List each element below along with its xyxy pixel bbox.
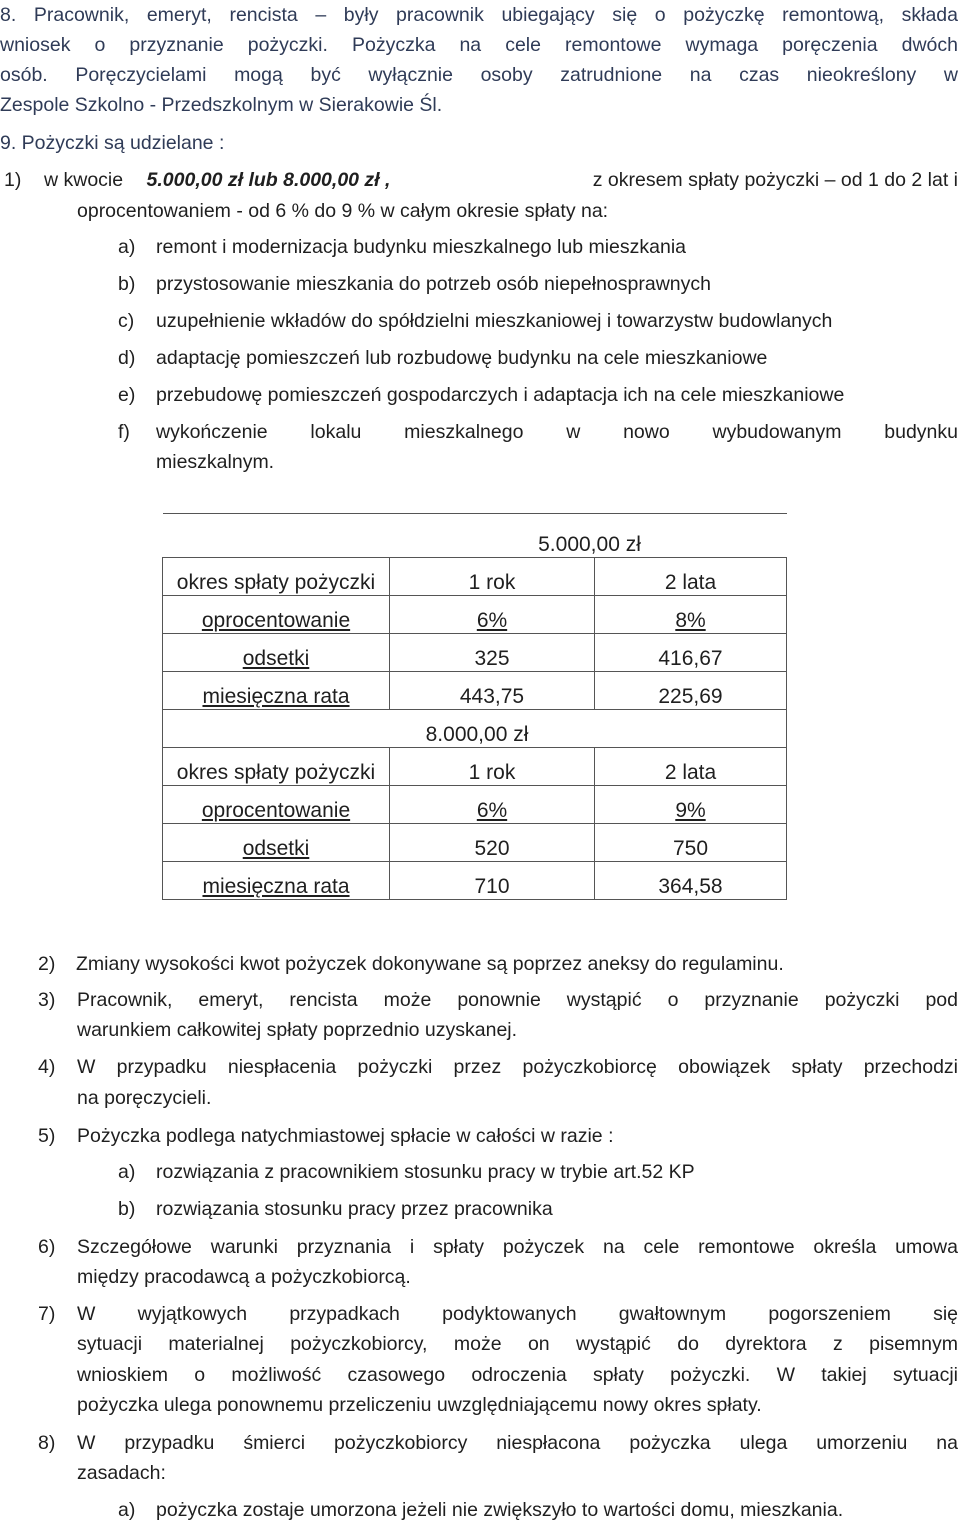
point-text: Zmiany wysokości kwot pożyczek dokonywane są poprzez aneksy do regulaminu. bbox=[76, 953, 784, 975]
point-4-line-2: na poręczycieli. bbox=[77, 1087, 212, 1109]
point-5-line-1: Pożyczka podlega natychmiastowej spłacie w całości w razie : bbox=[77, 1125, 614, 1147]
list-item-continuation: mieszkalnym. bbox=[156, 451, 275, 473]
table-row-label: miesięczna rata bbox=[163, 862, 390, 900]
list-item-text: uzupełnienie wkładów do spółdzielni mieszkaniowej i towarzystw budowlanych bbox=[156, 310, 833, 332]
point-2 bbox=[38, 949, 784, 979]
point-7-line-1: W wyjątkowych przypadkach podyktowanych gwałtownym pogorszeniem się bbox=[77, 1303, 958, 1325]
point-number: 2) bbox=[38, 953, 56, 975]
list-item-letter: b) bbox=[118, 273, 136, 295]
point-4-number: 4) bbox=[38, 1056, 56, 1078]
table-row-label: oprocentowanie bbox=[163, 786, 390, 824]
table-row bbox=[163, 558, 787, 596]
point-1-pre: w kwocie bbox=[44, 169, 124, 191]
table-cell: 2 lata bbox=[595, 748, 787, 786]
list-item-text: remont i modernizacja budynku mieszkalnego lub mieszkania bbox=[156, 236, 687, 258]
table-cell: 416,67 bbox=[595, 634, 787, 672]
point-7-number: 7) bbox=[38, 1303, 56, 1325]
table-cell: 443,75 bbox=[390, 672, 595, 710]
table-cell: 225,69 bbox=[595, 672, 787, 710]
table-row-label: oprocentowanie bbox=[163, 596, 390, 634]
list-item bbox=[118, 1194, 553, 1224]
section-9-heading: 9. Pożyczki są udzielane : bbox=[0, 132, 225, 154]
point-7-line-3: wnioskiem o możliwość czasowego odroczenia spłaty pożyczki. W takiej sytuacji bbox=[77, 1364, 958, 1386]
point-8-number: 8) bbox=[38, 1432, 56, 1454]
table-row bbox=[163, 862, 787, 900]
table-row-label: odsetki bbox=[163, 634, 390, 672]
intro-line-4: Zespole Szkolno - Przedszkolnym w Sierakowie Śl. bbox=[0, 94, 443, 116]
point-5-number: 5) bbox=[38, 1125, 56, 1147]
point-1-rest: z okresem spłaty pożyczki – od 1 do 2 lat i bbox=[592, 169, 958, 191]
intro-line-2: wniosek o przyznanie pożyczki. Pożyczka na cele remontowe wymaga poręczenia dwóch bbox=[0, 34, 958, 56]
list-item-text: pożyczka zostaje umorzona jeżeli nie zwiększyło to wartości domu, mieszkania. bbox=[156, 1499, 844, 1521]
table-cell: 2 lata bbox=[595, 558, 787, 596]
list-item-text: rozwiązania z pracownikiem stosunku pracy w trybie art.52 KP bbox=[156, 1161, 695, 1183]
point-7-line-4: pożyczka ulega ponownemu przeliczeniu uwzględniającemu nowy okres spłaty. bbox=[77, 1394, 762, 1416]
table-cell: 9% bbox=[595, 786, 787, 824]
table-row-label: okres spłaty pożyczki bbox=[163, 748, 390, 786]
list-item-letter: a) bbox=[118, 1161, 136, 1183]
point-6-line-1: Szczegółowe warunki przyznania i spłaty pożyczek na cele remontowe określa umowa bbox=[77, 1236, 958, 1258]
table-cell: 1 rok bbox=[390, 748, 595, 786]
list-item-text: wykończenie lokalu mieszkalnego w nowo wybudowanym budynku bbox=[156, 421, 958, 443]
list-item bbox=[118, 1157, 695, 1187]
table-cell: 325 bbox=[390, 634, 595, 672]
point-1-line-2: oprocentowaniem - od 6 % do 9 % w całym okresie spłaty na: bbox=[77, 200, 609, 222]
table-cell: 364,58 bbox=[595, 862, 787, 900]
intro-line-1: 8. Pracownik, emeryt, rencista – były pracownik ubiegający się o pożyczkę remontową, składa bbox=[0, 4, 958, 26]
point-1-line-1 bbox=[0, 165, 958, 195]
table-row bbox=[163, 672, 787, 710]
table-amount: 5.000,00 zł bbox=[163, 514, 787, 558]
list-item bbox=[118, 306, 832, 336]
point-1-amounts: 5.000,00 zł lub 8.000,00 zł , bbox=[146, 169, 391, 191]
table-cell: 8% bbox=[595, 596, 787, 634]
table-row bbox=[163, 786, 787, 824]
table-row-label: odsetki bbox=[163, 824, 390, 862]
list-item bbox=[118, 343, 767, 373]
list-item-letter: a) bbox=[118, 236, 136, 258]
table-cell: 6% bbox=[390, 596, 595, 634]
list-item bbox=[118, 380, 844, 410]
table-row bbox=[163, 634, 787, 672]
list-item-text: przebudowę pomieszczeń gospodarczych i adaptacja ich na cele mieszkaniowe bbox=[156, 384, 845, 406]
point-3-number: 3) bbox=[38, 989, 56, 1011]
point-6-number: 6) bbox=[38, 1236, 56, 1258]
point-8-line-1: W przypadku śmierci pożyczkobiorcy niespłacona pożyczka ulega umorzeniu na bbox=[77, 1432, 958, 1454]
point-7-line-2: sytuacji materialnej pożyczkobiorcy, może on wystąpić do dyrektora z pisemnym bbox=[77, 1333, 958, 1355]
list-item-letter: e) bbox=[118, 384, 136, 406]
table-row bbox=[163, 824, 787, 862]
list-item-text: adaptację pomieszczeń lub rozbudowę budynku na cele mieszkaniowe bbox=[156, 347, 768, 369]
list-item-text: przystosowanie mieszkania do potrzeb osób niepełnosprawnych bbox=[156, 273, 711, 295]
table-row bbox=[163, 596, 787, 634]
list-item-letter: a) bbox=[118, 1499, 136, 1521]
table-cell: 750 bbox=[595, 824, 787, 862]
list-item-letter: d) bbox=[118, 347, 136, 369]
list-item bbox=[118, 269, 711, 299]
point-3-line-2: warunkiem całkowitej spłaty poprzednio uzyskanej. bbox=[77, 1019, 518, 1041]
table-amount-row bbox=[163, 514, 787, 558]
table-cell: 520 bbox=[390, 824, 595, 862]
table-cell: 1 rok bbox=[390, 558, 595, 596]
point-3-line-1: Pracownik, emeryt, rencista może ponownie wystąpić o przyznanie pożyczki pod bbox=[77, 989, 958, 1011]
table-row bbox=[163, 748, 787, 786]
list-item-letter: f) bbox=[118, 421, 130, 443]
table-row-label: miesięczna rata bbox=[163, 672, 390, 710]
list-item-text: rozwiązania stosunku pracy przez pracownika bbox=[156, 1198, 553, 1220]
point-8-line-2: zasadach: bbox=[77, 1462, 166, 1484]
list-item bbox=[118, 1495, 843, 1525]
point-1-number: 1) bbox=[4, 169, 22, 191]
point-4-line-1: W przypadku niespłacenia pożyczki przez pożyczkobiorcę obowiązek spłaty przechodzi bbox=[77, 1056, 958, 1078]
list-item bbox=[118, 417, 958, 447]
list-item bbox=[118, 232, 686, 262]
table-cell: 710 bbox=[390, 862, 595, 900]
intro-line-3: osób. Poręczycielami mogą być wyłącznie osoby zatrudnione na czas nieokreślony w bbox=[0, 64, 958, 86]
table-amount: 8.000,00 zł bbox=[163, 710, 787, 748]
list-item-letter: b) bbox=[118, 1198, 136, 1220]
table-row-label: okres spłaty pożyczki bbox=[163, 558, 390, 596]
table-cell: 6% bbox=[390, 786, 595, 824]
table-amount-row bbox=[163, 710, 787, 748]
point-6-line-2: między pracodawcą a pożyczkobiorcą. bbox=[77, 1266, 411, 1288]
list-item-letter: c) bbox=[118, 310, 135, 332]
loan-table bbox=[162, 513, 787, 900]
